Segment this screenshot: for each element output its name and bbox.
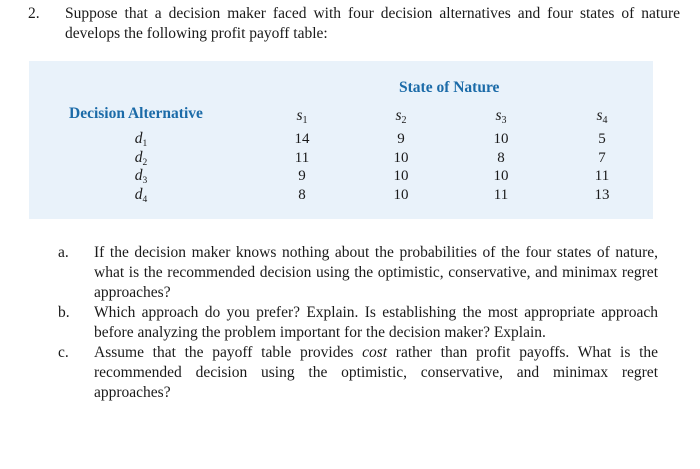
column-header-s1: $s_1$ (296, 107, 308, 126)
decision-alternative-header: Decision Alternative (69, 105, 203, 122)
table-cell: 10 (393, 186, 409, 203)
question-b (58, 303, 658, 343)
question-letter: c. (58, 344, 69, 361)
row-label-d3: $d_3$ (134, 167, 148, 186)
table-cell: 7 (598, 149, 606, 166)
question-letter: b. (58, 304, 70, 321)
table-cell: 14 (294, 131, 310, 147)
question-a (58, 243, 658, 303)
column-header-s2: $s_2$ (395, 107, 407, 126)
state-of-nature-header: State of Nature (399, 79, 500, 96)
row-label-d4: $d_4$ (134, 185, 148, 205)
question-text: Which approach do you prefer? Explain. Is establishing the most appropriate approach before analyzing the problem important for the decision maker? Explain. (94, 304, 658, 341)
row-label-d1: $d_1$ (134, 130, 148, 149)
table-cell: 10 (493, 131, 509, 147)
problem-number: 2. (28, 5, 40, 22)
table-cell: 11 (594, 168, 610, 184)
table-cell: 8 (298, 186, 306, 203)
table-cell: 9 (298, 168, 306, 184)
question-text: If the decision maker knows nothing about the probabilities of the four states of nature, what is the recommended decision using the optimistic, conservative, and minimax regret approaches? (94, 244, 658, 301)
question-list (58, 243, 658, 403)
table-cell: 10 (393, 168, 409, 184)
table-cell: 11 (294, 149, 310, 166)
table-cell: 5 (598, 131, 606, 147)
table-cell: 8 (497, 149, 505, 166)
problem-text: Suppose that a decision maker faced with four decision alternatives and four states of nature develops the following profit payoff table: (65, 5, 680, 42)
column-header-s3: $s_3$ (495, 107, 507, 126)
question-c (58, 343, 658, 403)
table-cell: 13 (594, 186, 610, 203)
question-letter: a. (58, 244, 69, 261)
row-label-d2: $d_2$ (134, 148, 148, 168)
table-cell: 10 (393, 149, 409, 166)
table-cell: 11 (493, 186, 509, 203)
emphasis-cost: cost (362, 344, 388, 361)
table-cell: 9 (397, 131, 405, 147)
payoff-table (29, 61, 653, 219)
question-text: Assume that the payoff table provides cost rather than profit payoffs. What is the recommended decision using the optimistic, conservative, and minimax regret approaches? (94, 344, 659, 401)
table-cell: 10 (493, 168, 509, 184)
column-header-s4: $s_4$ (596, 107, 608, 126)
